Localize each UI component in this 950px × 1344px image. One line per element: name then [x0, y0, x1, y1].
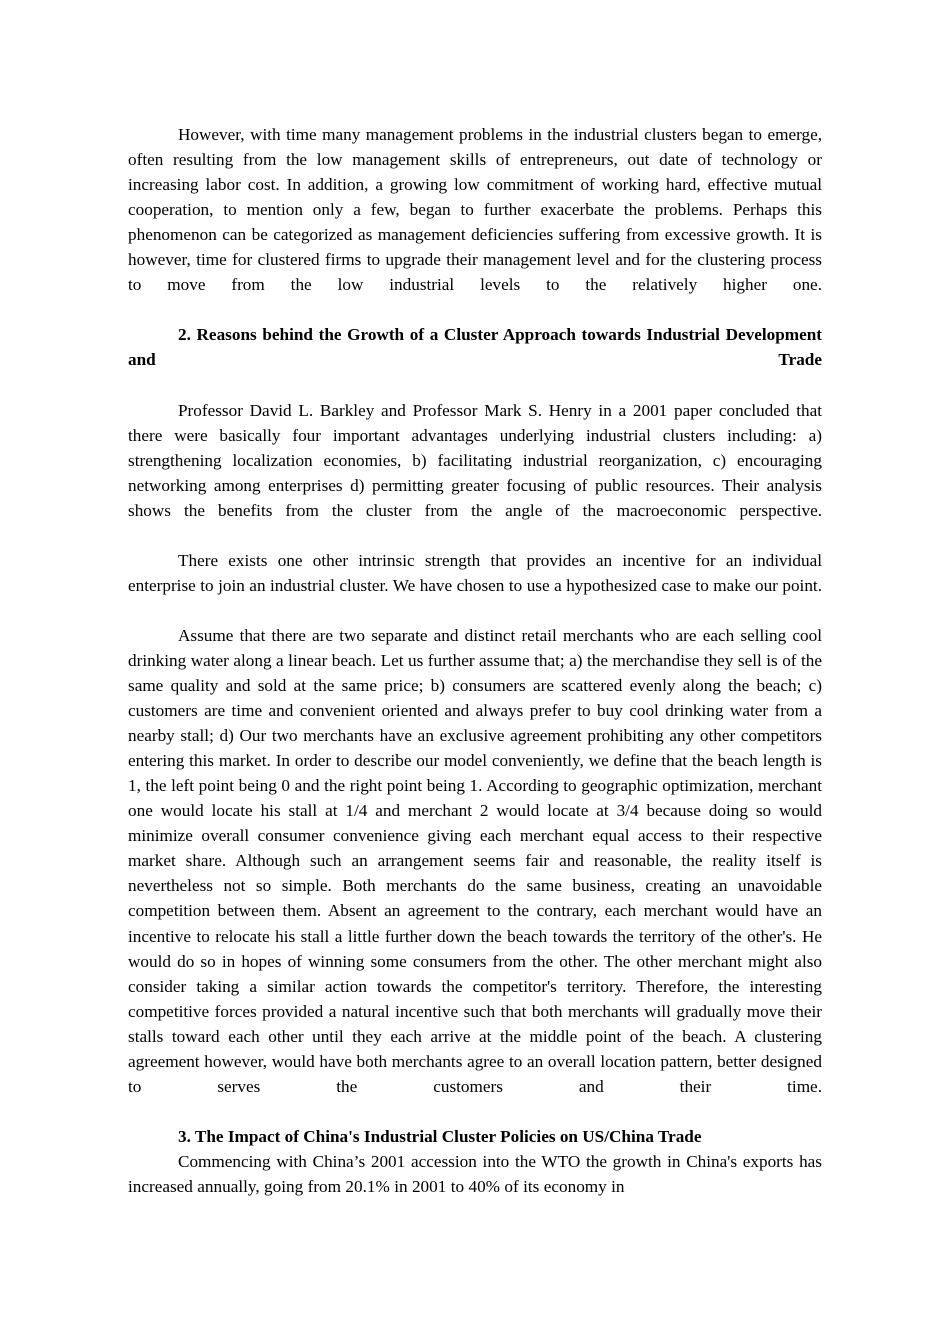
paragraph-management-problems: However, with time many management problems in the industrial clusters began to emerge, often resulting from the low management skills of entrepreneurs, out date of technology or increasing labor cost. In addition, a growing low commitment of working hard, effective mutual cooperation, to mention only a few, began to further exacerbate the problems. Perhaps this phenomenon can be categorized as management deficiencies suffering from excessive growth. It is however, time for clustered firms to upgrade their management level and for the clustering process to move from the low industrial levels to the relatively higher one.: [128, 125, 822, 295]
paragraph-barkley-henry: Professor David L. Barkley and Professor Mark S. Henry in a 2001 paper concluded that there were basically four important advantages underlying industrial clusters including: a) strengthening localization economies, b) facilitating industrial reorganization, c) encouraging networking among enterprises d) permitting greater focusing of public resources. Their analysis shows the benefits from the cluster from the angle of the macroeconomic perspective.: [128, 400, 822, 520]
heading-section-2: 2. Reasons behind the Growth of a Cluster Approach towards Industrial Development and Trade: [128, 325, 822, 370]
text-column: [128, 122, 822, 1199]
paragraph-beach-merchants-model: Assume that there are two separate and distinct retail merchants who are each selling cool drinking water along a linear beach. Let us further assume that; a) the merchandise they sell is of the same quality and sold at the same price; b) consumers are scattered evenly along the beach; c) customers are time and convenient oriented and always prefer to buy cool drinking water from a nearby stall; d) Our two merchants have an exclusive agreement prohibiting any other competitors entering this market. In order to describe our model conveniently, we define that the beach length is 1, the left point being 0 and the right point being 1. According to geographic optimization, merchant one would locate his stall at 1/4 and merchant 2 would locate at 3/4 because doing so would minimize overall consumer convenience giving each merchant equal access to their respective market share. Although such an arrangement seems fair and reasonable, the reality itself is nevertheless not so simple. Both merchants do the same business, creating an unavoidable competition between them. Absent an agreement to the contrary, each merchant would have an incentive to relocate his stall a little further down the beach towards the territory of the other's. He would do so in hopes of winning some consumers from the other. The other merchant might also consider taking a similar action towards the competitor's territory. Therefore, the interesting competitive forces provided a natural incentive such that both merchants will gradually move their stalls toward each other until they each arrive at the middle point of the beach. A clustering agreement however, would have both merchants agree to an overall location pattern, better designed to serves the customers and their time.: [128, 625, 822, 1096]
heading-section-3: 3. The Impact of China's Industrial Cluster Policies on US/China Trade: [178, 1126, 702, 1146]
paragraph-wto-accession: Commencing with China’s 2001 accession into the WTO the growth in China's exports has increased annually, going from 20.1% in 2001 to 40% of its economy in: [128, 1151, 822, 1196]
paragraph-intrinsic-strength: There exists one other intrinsic strength that provides an incentive for an individual enterprise to join an industrial cluster. We have chosen to use a hypothesized case to make our point.: [128, 550, 822, 595]
